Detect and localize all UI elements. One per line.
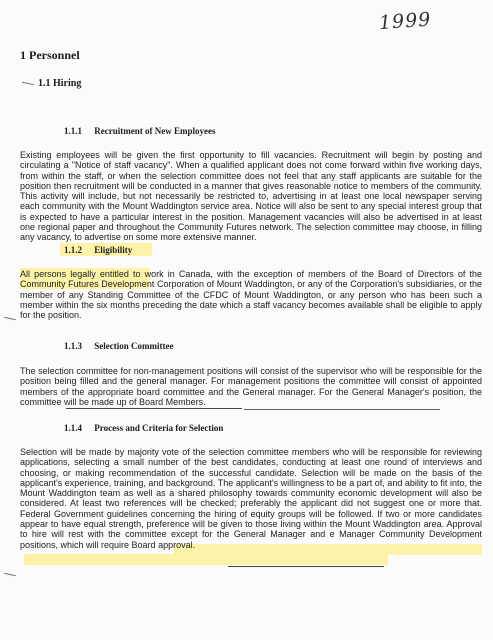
underline-general-manager — [66, 408, 242, 409]
section-title: Personnel — [29, 48, 80, 62]
paragraph-selection-committee: The selection committee for non-management positions will consist of the supervisor who will be responsible for the position being filled and the general manager. For management positions the committee will consist of appointed members of the appropriate board committee and the General manager. For the General Manager's position, the committee will be made up of Board Members. — [20, 366, 482, 407]
item-number: 1.1.2 — [64, 245, 82, 255]
section-number: 1 — [20, 48, 26, 62]
item-heading-recruitment — [64, 126, 215, 136]
item-number: 1.1.3 — [64, 341, 82, 351]
subsection-heading — [38, 78, 81, 89]
subsection-number: 1.1 — [38, 78, 51, 89]
highlight-board-approval — [24, 554, 388, 565]
section-heading — [20, 48, 80, 63]
margin-mark — [4, 573, 16, 576]
item-title: Recruitment of New Employees — [94, 126, 216, 136]
subsection-title: Hiring — [53, 78, 82, 89]
handwritten-year: 1999 — [378, 8, 433, 35]
paragraph-recruitment: Existing employees will be given the first opportunity to fill vacancies. Recruitment will begin by posting and circulating a "Notice of staff vacancy". When a qualified applicant does not come forward within five working days, from within the staff, or when the selection committee does not feel that any staff applicants are suitable for the position then recruitment will be conducted in a manner that gives reasonable notice to members of the community. This activity will include, but not necessarily be restricted to, advertising in at least one local newspaper serving each community with the Mount Waddington service area. Notice will also be sent to any special interest group that is expected to have a particular interest in the position. Management vacancies will also be advertised in at least one regional paper and throughout the Community Futures network. The selection committee may choose, in filling any vacancy, to advertise on some more extensive manner. — [20, 150, 482, 243]
paragraph-eligibility: All persons legally entitled to work in Canada, with the exception of members of the Board of Directors of the Community Futures Development Corporation of Mount Waddington, or any of the Corporation's subsidiaries, or the member of any Standing Committee of the CFDC of Mount Waddington, or any person who has been such a member within the six months preceding the date which a staff vacancy becomes available shall be eligible to apply for the position. — [20, 269, 482, 321]
item-title: Selection Committee — [94, 341, 174, 351]
margin-mark — [22, 82, 34, 85]
paragraph-process-criteria: Selection will be made by majority vote of the selection committee members who will be responsible for reviewing applications, selecting a small number of the best candidates, conducting at least one round of interviews and choosing, or making recommendation of the successful candidate. Selection will be made on the basis of the applicant's experience, training, and background. The applicant's willingness to be a part of, and ability to fit into, the Mount Waddington team as well as a shared philosophy towards community economic development will also be considered. At least two references will be checked; preferably the applicant did not suggest one or more that. Federal Government guidelines concerning the hiring of equity groups will be followed. If two or more candidates appear to have equal strength, preference will be given to those living within the Mount Waddington area. Approval to hire will rest with the committee except for the General Manager and e Manager Community Development positions, which will require Board approval. — [20, 447, 482, 550]
item-number: 1.1.1 — [64, 126, 82, 136]
underline-board-approval — [228, 566, 384, 567]
item-number: 1.1.4 — [64, 423, 82, 433]
item-title: Eligibility — [94, 245, 133, 255]
item-heading-process-criteria — [64, 423, 223, 433]
margin-mark — [4, 317, 16, 320]
item-title: Process and Criteria for Selection — [94, 423, 224, 433]
underline-committee — [244, 409, 440, 410]
item-heading-eligibility — [64, 245, 132, 255]
item-heading-selection-committee — [64, 341, 173, 351]
